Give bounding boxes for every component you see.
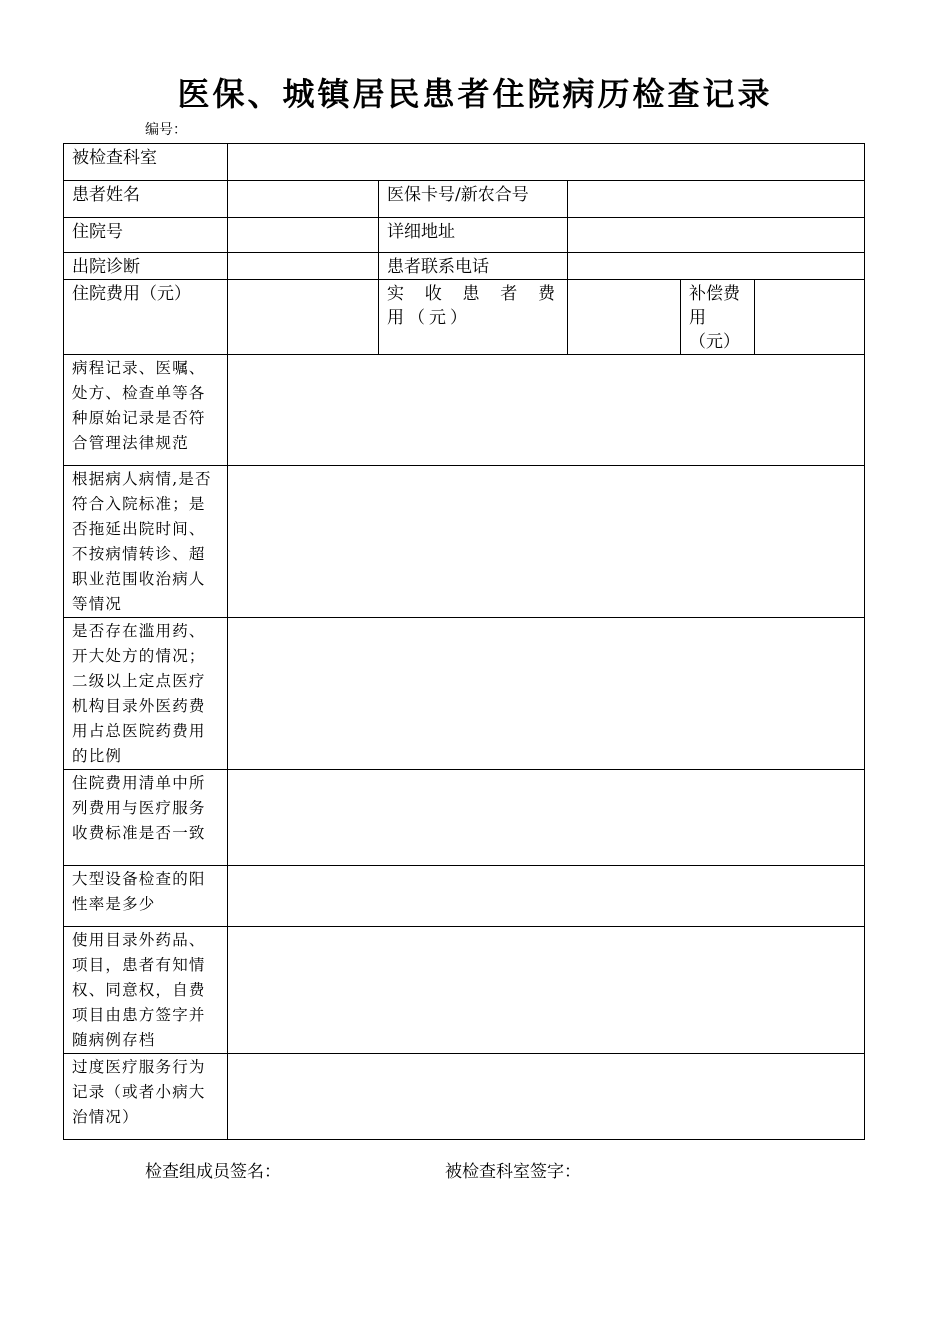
- form-row-question-5: [64, 866, 865, 927]
- compensation-label: 补偿费用（元）: [681, 280, 755, 355]
- patient-name-label: 患者姓名: [64, 181, 228, 218]
- compensation-field[interactable]: [755, 280, 865, 355]
- hospital-cost-label: 住院费用（元）: [64, 280, 228, 355]
- address-label: 详细地址: [379, 218, 568, 253]
- form-row-question-4: [64, 770, 865, 866]
- hospital-cost-field[interactable]: [228, 280, 379, 355]
- question-answer-positive-rate[interactable]: [228, 866, 865, 927]
- question-label-records: 病程记录、医嘱、处方、检查单等各种原始记录是否符合管理法律规范: [64, 355, 228, 466]
- inspection-form-table: [63, 143, 865, 1140]
- form-row-admission: [64, 218, 865, 253]
- form-row-question-6: [64, 927, 865, 1054]
- form-row-discharge: [64, 253, 865, 280]
- dept-signature-label: 被检查科室签字：: [445, 1162, 581, 1182]
- patient-phone-label: 患者联系电话: [379, 253, 568, 280]
- discharge-diagnosis-label: 出院诊断: [64, 253, 228, 280]
- question-label-overtreatment: 过度医疗服务行为记录（或者小病大治情况）: [64, 1054, 228, 1140]
- form-row-question-2: [64, 466, 865, 618]
- question-answer-overtreatment[interactable]: [228, 1054, 865, 1140]
- question-answer-records[interactable]: [228, 355, 865, 466]
- question-answer-fee-list[interactable]: [228, 770, 865, 866]
- address-field[interactable]: [568, 218, 865, 253]
- patient-paid-field[interactable]: [568, 280, 681, 355]
- form-row-dept: [64, 144, 865, 181]
- inspector-signature-label: 检查组成员签名：: [145, 1162, 281, 1182]
- form-row-costs: [64, 280, 865, 355]
- discharge-diagnosis-field[interactable]: [228, 253, 379, 280]
- question-label-admission-standard: 根据病人病情,是否符合入院标准；是否拖延出院时间、不按病情转诊、超职业范围收治病人等情况: [64, 466, 228, 618]
- question-label-positive-rate: 大型设备检查的阳性率是多少: [64, 866, 228, 927]
- patient-name-field[interactable]: [228, 181, 379, 218]
- question-label-informed-consent: 使用目录外药品、项目，患者有知情权、同意权，自费项目由患方签字并随病例存档: [64, 927, 228, 1054]
- form-row-question-7: [64, 1054, 865, 1140]
- insurance-card-label: 医保卡号/新农合号: [379, 181, 568, 218]
- admission-no-field[interactable]: [228, 218, 379, 253]
- page-title: 医保、城镇居民患者住院病历检查记录: [177, 75, 773, 113]
- admission-no-label: 住院号: [64, 218, 228, 253]
- question-answer-drug-abuse[interactable]: [228, 618, 865, 770]
- form-row-patient-name: [64, 181, 865, 218]
- question-label-fee-list: 住院费用清单中所列费用与医疗服务收费标准是否一致: [64, 770, 228, 866]
- form-row-question-1: [64, 355, 865, 466]
- form-row-question-3: [64, 618, 865, 770]
- dept-label: 被检查科室: [64, 144, 228, 181]
- dept-field[interactable]: [228, 144, 865, 181]
- patient-paid-label: 实 收 患 者 费 用（元）: [379, 280, 568, 355]
- question-answer-informed-consent[interactable]: [228, 927, 865, 1054]
- record-number-label: 编号：: [145, 122, 187, 138]
- insurance-card-field[interactable]: [568, 181, 865, 218]
- patient-phone-field[interactable]: [568, 253, 865, 280]
- question-label-drug-abuse: 是否存在滥用药、开大处方的情况；二级以上定点医疗机构目录外医药费用占总医院药费用的比例: [64, 618, 228, 770]
- question-answer-admission-standard[interactable]: [228, 466, 865, 618]
